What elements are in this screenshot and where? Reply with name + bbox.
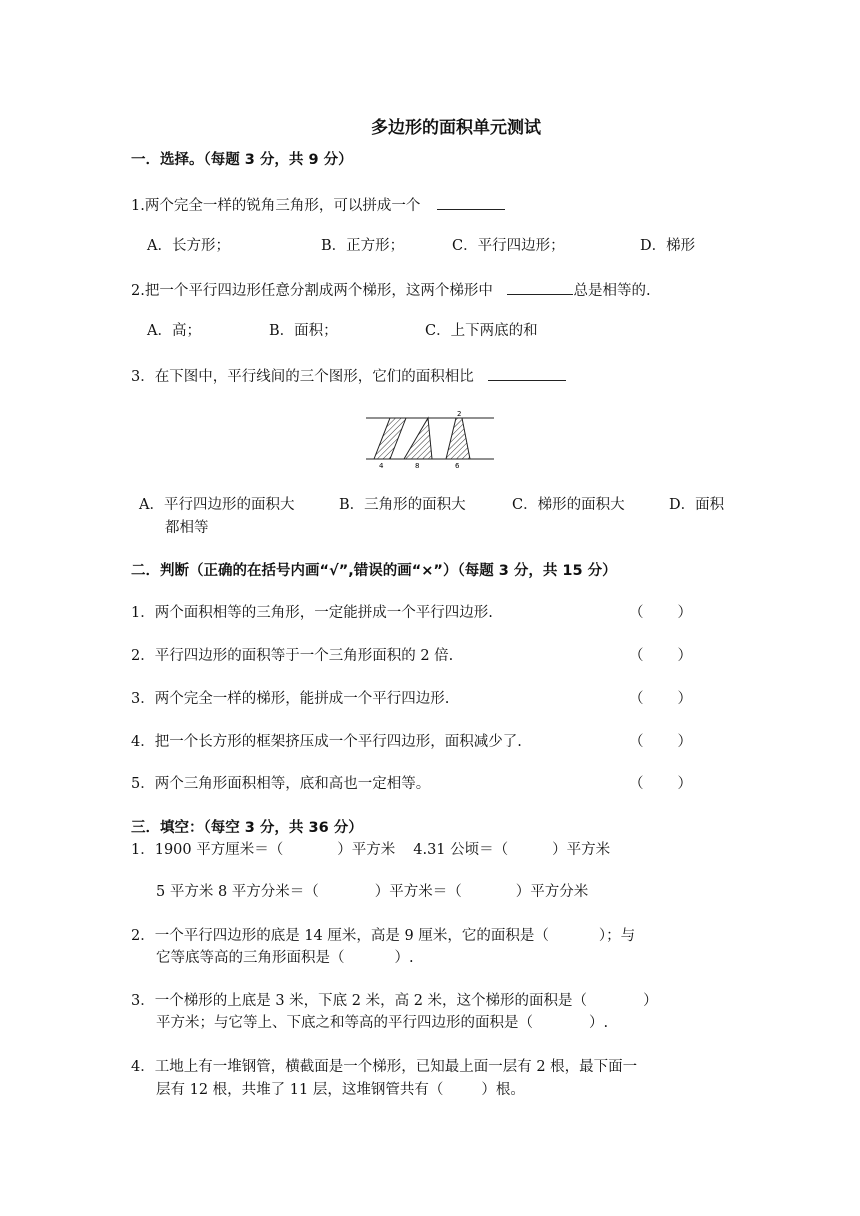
s2-item-4: 4．把一个长方形的框架挤压成一个平行四边形，面积减少了.	[131, 734, 522, 750]
s1-q1-blank[interactable]	[437, 195, 505, 210]
s2-item-3: 3．两个完全一样的梯形，能拼成一个平行四边形.	[131, 691, 450, 707]
s3-q1-line1: 1．1900 平方厘米＝（ ）平方米 4.31 公顷＝（ ）平方米	[131, 842, 611, 858]
s1-q1	[131, 195, 505, 216]
s3-q3-line1: 3．一个梯形的上底是 3 米，下底 2 米，高 2 米，这个梯形的面积是（ ）	[131, 993, 658, 1009]
s1-q3-blank[interactable]	[488, 366, 566, 381]
s1-q2-text-after: 总是相等的.	[573, 283, 651, 299]
s2-item-5: 5．两个三角形面积相等，底和高也一定相等。	[131, 776, 431, 792]
s1-q3-opt-d-wrap: 都相等	[165, 520, 209, 536]
s2-item-1: 1．两个面积相等的三角形，一定能拼成一个平行四边形.	[131, 605, 493, 621]
parallel-lines-figure	[360, 408, 500, 468]
s2-item-2: 2．平行四边形的面积等于一个三角形面积的 2 倍.	[131, 648, 454, 664]
s1-q3-opt-d[interactable]: D．面积	[669, 497, 725, 513]
s1-q3-opt-b[interactable]: B．三角形的面积大	[339, 497, 466, 513]
trapezoid-shape	[446, 418, 470, 459]
figure-label-bottom-left: 4	[379, 462, 384, 468]
s1-q1-opt-b[interactable]: B．正方形；	[321, 238, 405, 254]
s1-q2-opt-b[interactable]: B．面积；	[269, 323, 338, 339]
s1-q2	[131, 280, 651, 301]
s3-q4-line1: 4．工地上有一堆钢管，横截面是一个梯形，已知最上面一层有 2 根，最下面一	[131, 1059, 638, 1075]
s1-q2-opt-a[interactable]: A．高；	[147, 323, 201, 339]
s3-q2-line2: 它等底等高的三角形面积是（ ）.	[156, 950, 414, 966]
s2-answer-4[interactable]: （ ）	[629, 734, 692, 750]
s1-q1-text: 1.两个完全一样的锐角三角形，可以拼成一个	[131, 198, 421, 214]
s3-q2-line1: 2．一个平行四边形的底是 14 厘米，高是 9 厘米，它的面积是（ ）；与	[131, 928, 636, 944]
figure-label-bottom-right: 6	[455, 462, 460, 468]
page-title: 多边形的面积单元测试	[371, 118, 541, 138]
triangle-shape	[404, 418, 432, 459]
s3-q3-line2: 平方米；与它等上、下底之和等高的平行四边形的面积是（ ）.	[156, 1015, 609, 1031]
figure-label-bottom-mid: 8	[415, 462, 420, 468]
parallelogram-shape	[374, 418, 406, 459]
s1-q2-opt-c[interactable]: C．上下两底的和	[425, 323, 538, 339]
section3-heading: 三．填空：（每空 3 分，共 36 分）	[131, 820, 363, 836]
s1-q2-text-before: 2.把一个平行四边形任意分割成两个梯形，这两个梯形中	[131, 283, 493, 299]
s1-q1-opt-d[interactable]: D．梯形	[640, 238, 696, 254]
s1-q3-opt-c[interactable]: C．梯形的面积大	[512, 497, 625, 513]
s2-answer-5[interactable]: （ ）	[629, 776, 692, 792]
s1-q2-blank[interactable]	[507, 280, 573, 295]
s1-q3-text: 3．在下图中，平行线间的三个图形，它们的面积相比	[131, 369, 474, 385]
s2-answer-3[interactable]: （ ）	[629, 691, 692, 707]
section2-heading: 二．判断（正确的在括号内画“√”,错误的画“×”）（每题 3 分，共 15 分）	[131, 563, 617, 579]
s1-q1-opt-c[interactable]: C．平行四边形；	[452, 238, 565, 254]
s1-q3	[131, 366, 566, 387]
s2-answer-2[interactable]: （ ）	[629, 648, 692, 664]
s1-q1-opt-a[interactable]: A．长方形；	[147, 238, 230, 254]
section1-heading: 一．选择。（每题 3 分，共 9 分）	[131, 152, 353, 168]
s3-q4-line2: 层有 12 根，共堆了 11 层，这堆钢管共有（ ）根。	[156, 1082, 525, 1098]
s2-answer-1[interactable]: （ ）	[629, 605, 692, 621]
s1-q3-opt-a[interactable]: A．平行四边形的面积大	[139, 497, 295, 513]
s3-q1-line2: 5 平方米 8 平方分米＝（ ）平方米＝（ ）平方分米	[156, 884, 589, 900]
figure-label-top: 2	[457, 410, 462, 418]
